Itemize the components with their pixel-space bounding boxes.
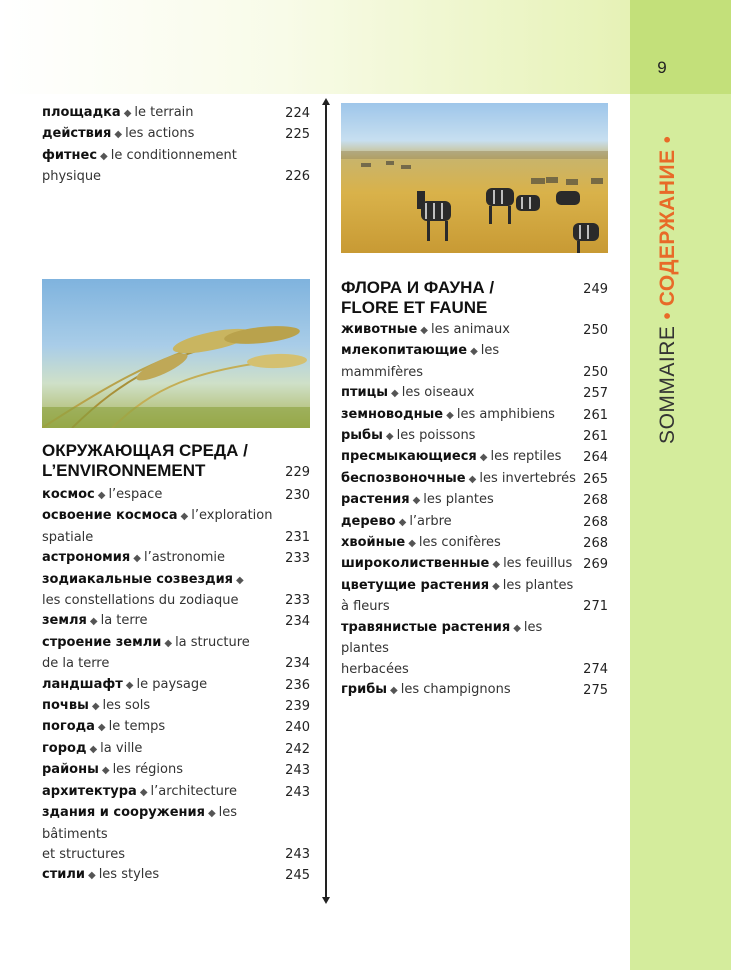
toc-entry-french: les oiseaux	[401, 385, 475, 401]
environment-heading-line1: ОКРУЖАЮЩАЯ СРЕДА /	[42, 441, 248, 460]
toc-entry-french: l’espace	[108, 487, 163, 502]
side-title-separator: •	[656, 312, 679, 320]
toc-entry-text	[42, 654, 282, 674]
diamond-bullet-icon: ◆	[479, 452, 488, 464]
diamond-bullet-icon: ◆	[492, 559, 501, 571]
toc-entry-russian: цветущие растения	[341, 577, 490, 593]
toc-entry-french: physique	[42, 169, 102, 185]
toc-entry[interactable]	[42, 739, 310, 760]
toc-entry-text	[42, 696, 282, 717]
toc-entry-russian: город	[42, 740, 87, 756]
toc-entry-french: les actions	[125, 126, 195, 142]
environment-entries	[42, 485, 310, 887]
toc-entry-page: 274	[583, 661, 608, 677]
toc-entry-french: les animaux	[431, 322, 510, 337]
toc-entry-page: 275	[583, 682, 608, 698]
toc-entry-page: 224	[285, 106, 310, 121]
diamond-bullet-icon: ◆	[398, 516, 407, 528]
toc-entry-russian: здания и сооружения	[42, 805, 205, 821]
diamond-bullet-icon: ◆	[101, 765, 110, 777]
toc-entry-russian: млекопитающие	[341, 343, 468, 359]
toc-entry-page: 236	[285, 677, 310, 693]
toc-entry-french: le paysage	[136, 676, 208, 692]
toc-entry-french: la ville	[100, 740, 143, 756]
flora-fauna-heading[interactable]	[341, 278, 608, 318]
toc-entry[interactable]	[341, 405, 608, 426]
toc-entry[interactable]	[341, 512, 608, 533]
toc-entry-text	[42, 124, 282, 145]
toc-entry-french: de la terre	[42, 656, 110, 672]
diamond-bullet-icon: ◆	[470, 346, 478, 358]
toc-entry-page: 268	[583, 493, 608, 509]
diamond-bullet-icon: ◆	[87, 870, 96, 882]
environment-section	[42, 441, 310, 887]
toc-entry-russian: грибы	[341, 681, 388, 697]
toc-entry-text	[42, 591, 282, 611]
top-entries-list	[42, 103, 310, 188]
toc-entry-french: le conditionnement	[110, 147, 237, 163]
diamond-bullet-icon: ◆	[89, 616, 98, 628]
diamond-bullet-icon: ◆	[164, 637, 173, 649]
wheat-photo	[42, 279, 310, 428]
toc-entry-russian: космос	[42, 487, 95, 502]
toc-entry[interactable]	[341, 597, 608, 617]
toc-entry-text	[341, 490, 580, 511]
toc-entry-text	[42, 865, 282, 886]
toc-entry[interactable]	[341, 554, 608, 575]
environment-heading[interactable]	[42, 441, 310, 483]
toc-entry-french: les plantes	[423, 492, 494, 508]
toc-entry[interactable]	[42, 570, 310, 591]
toc-entry[interactable]	[42, 654, 310, 674]
toc-entry-french: les poissons	[396, 428, 476, 444]
diamond-bullet-icon: ◆	[180, 511, 189, 523]
toc-entry-french: la terre	[100, 613, 148, 629]
toc-entry-french: les champignons	[400, 681, 511, 697]
diamond-bullet-icon: ◆	[468, 473, 477, 485]
toc-entry-text	[42, 675, 282, 696]
diamond-bullet-icon: ◆	[513, 622, 521, 634]
toc-entry-russian: ландшафт	[42, 676, 123, 692]
diamond-bullet-icon: ◆	[408, 538, 416, 550]
toc-entry-russian: действия	[42, 126, 112, 142]
toc-entry-page: 233	[285, 551, 310, 567]
toc-entry-page: 269	[583, 557, 608, 573]
toc-entry-text	[341, 426, 580, 447]
diamond-bullet-icon: ◆	[446, 409, 454, 421]
toc-entry-text	[42, 146, 282, 167]
toc-entry-russian: площадка	[42, 105, 121, 120]
toc-entry-text	[341, 469, 580, 490]
toc-entry-russian: стили	[42, 867, 85, 883]
toc-entry-text	[42, 611, 282, 632]
toc-entry[interactable]	[42, 528, 310, 548]
toc-entry-russian: беспозвоночные	[341, 470, 466, 486]
toc-entry[interactable]	[42, 760, 310, 781]
toc-entry[interactable]	[42, 865, 310, 886]
toc-entry[interactable]	[341, 618, 608, 660]
top-band	[0, 0, 630, 94]
toc-entry-text	[341, 576, 580, 597]
toc-entry-russian: фитнес	[42, 147, 98, 163]
toc-entry-russian: почвы	[42, 698, 89, 714]
toc-entry-french: les plantes	[502, 577, 574, 593]
diamond-bullet-icon: ◆	[492, 580, 500, 592]
toc-entry-page: 261	[583, 407, 608, 423]
flora-fauna-section	[341, 278, 608, 701]
diamond-bullet-icon: ◆	[207, 808, 216, 820]
toc-entry[interactable]	[341, 533, 608, 554]
diamond-bullet-icon: ◆	[125, 679, 134, 691]
toc-entry[interactable]	[42, 845, 310, 865]
toc-entry[interactable]	[341, 680, 608, 701]
toc-entry-french: les feuillus	[503, 556, 573, 572]
toc-entry-french: les régions	[112, 762, 183, 778]
toc-entry-page: 234	[285, 656, 310, 672]
toc-entry-french: les styles	[98, 867, 160, 883]
diamond-bullet-icon: ◆	[91, 701, 100, 713]
toc-entry-text	[341, 680, 580, 701]
toc-entry-page: 230	[285, 488, 310, 503]
toc-entry-text	[341, 660, 580, 680]
toc-entry-french: l’exploration	[191, 508, 273, 524]
toc-entry-page: 268	[583, 536, 608, 552]
diamond-bullet-icon: ◆	[412, 495, 421, 507]
toc-entry-french: l’architecture	[150, 783, 237, 799]
toc-entry-page: 250	[583, 364, 608, 380]
flora-fauna-heading-line2: FLORE ET FAUNE	[341, 298, 488, 317]
toc-entry-russian: рыбы	[341, 428, 383, 444]
toc-entry-text	[341, 554, 580, 575]
toc-entry-page: 243	[285, 763, 310, 779]
toc-entry-page: 257	[583, 386, 608, 402]
diamond-bullet-icon: ◆	[97, 490, 106, 501]
toc-entry[interactable]	[42, 591, 310, 611]
toc-entry[interactable]	[42, 675, 310, 696]
toc-entry-text	[42, 803, 282, 845]
toc-entry-text	[42, 760, 282, 781]
toc-entry-page: 250	[583, 323, 608, 338]
diamond-bullet-icon: ◆	[385, 431, 394, 443]
toc-entry-text	[42, 717, 282, 738]
toc-entry-russian: растения	[341, 492, 410, 508]
toc-entry-french: à fleurs	[341, 599, 390, 615]
toc-entry[interactable]	[341, 469, 608, 490]
column-divider	[325, 103, 327, 899]
toc-entry-russian: земноводные	[341, 406, 444, 422]
savanna-photo	[341, 103, 608, 253]
toc-entry-text	[341, 618, 580, 660]
toc-entry[interactable]	[42, 506, 310, 527]
page-number-box	[630, 0, 731, 94]
wheat-illustration	[42, 279, 310, 428]
diamond-bullet-icon: ◆	[139, 786, 148, 798]
flora-fauna-heading-page: 249	[583, 282, 608, 297]
toc-entry[interactable]	[42, 548, 310, 569]
diamond-bullet-icon: ◆	[97, 722, 106, 734]
toc-entry-text	[341, 383, 580, 404]
toc-entry[interactable]	[42, 124, 310, 145]
toc-entry-french: les sols	[102, 698, 151, 714]
toc-entry-page: 231	[285, 529, 310, 545]
toc-entry[interactable]	[341, 660, 608, 680]
toc-entry-page: 245	[285, 868, 310, 884]
toc-entry[interactable]	[42, 611, 310, 632]
toc-entry-page: 239	[285, 699, 310, 715]
toc-entry-page: 226	[285, 169, 310, 185]
toc-entry-russian: хвойные	[341, 535, 406, 551]
diamond-bullet-icon: ◆	[123, 108, 132, 119]
toc-entry-french: les constellations du zodiaque	[42, 593, 239, 609]
toc-entry[interactable]	[42, 717, 310, 738]
diamond-bullet-icon: ◆	[420, 325, 428, 336]
toc-entry-french: et structures	[42, 846, 125, 862]
diamond-bullet-icon: ◆	[89, 743, 98, 755]
toc-entry-russian: освоение космоса	[42, 508, 178, 524]
toc-entry-page: 271	[583, 599, 608, 615]
toc-entry-french: le temps	[108, 719, 166, 735]
toc-entry-text	[341, 320, 580, 341]
toc-entry-page: 261	[583, 429, 608, 445]
toc-entry-text	[42, 633, 282, 654]
toc-entry-russian: строение земли	[42, 634, 162, 650]
diamond-bullet-icon: ◆	[390, 684, 398, 696]
toc-entry[interactable]	[42, 103, 310, 124]
toc-entry-french: spatiale	[42, 529, 94, 545]
toc-entry-text	[42, 570, 282, 591]
flora-fauna-heading-line1: ФЛОРА И ФАУНА /	[341, 278, 495, 297]
toc-entry[interactable]	[42, 146, 310, 167]
side-title-separator-end: •	[656, 136, 679, 144]
toc-entry-russian: животные	[341, 322, 418, 337]
toc-entry-page: 243	[285, 784, 310, 800]
toc-entry-french: l’arbre	[409, 513, 452, 529]
toc-entry-text	[42, 485, 282, 506]
toc-entry-page: 243	[285, 846, 310, 862]
toc-entry-text	[42, 782, 282, 803]
toc-entry-french: les bâtiments	[42, 805, 238, 842]
toc-entry-french: les plantes	[341, 619, 543, 657]
toc-entry[interactable]	[341, 383, 608, 404]
toc-entry-text	[42, 739, 282, 760]
toc-entry[interactable]	[341, 426, 608, 447]
toc-entry-russian: районы	[42, 762, 99, 778]
diamond-bullet-icon: ◆	[100, 150, 108, 162]
toc-entry[interactable]	[42, 696, 310, 717]
toc-entry-page: 242	[285, 741, 310, 757]
toc-entry-page: 265	[583, 471, 608, 487]
toc-entry-text	[42, 845, 282, 865]
diamond-bullet-icon: ◆	[133, 553, 141, 565]
environment-heading-line2: L’ENVIRONNEMENT	[42, 461, 206, 480]
toc-entry[interactable]	[341, 576, 608, 597]
toc-entry-russian: дерево	[341, 513, 396, 529]
diamond-bullet-icon: ◆	[391, 388, 399, 400]
toc-entry-text	[42, 528, 282, 548]
toc-entry-text	[42, 506, 282, 527]
toc-entry[interactable]	[341, 447, 608, 468]
toc-entry-russian: травянистые растения	[341, 619, 511, 635]
flora-fauna-entries	[341, 320, 608, 701]
toc-entry-russian: зодиакальные созвездия	[42, 571, 234, 587]
toc-entry-french: les reptiles	[490, 449, 562, 465]
toc-entry-french: les amphibiens	[456, 406, 555, 422]
diamond-bullet-icon: ◆	[114, 129, 123, 141]
toc-entry-text	[341, 405, 580, 426]
diamond-bullet-icon: ◆	[236, 574, 244, 586]
toc-entry-text	[341, 533, 580, 554]
toc-entry-russian: пресмыкающиеся	[341, 449, 477, 465]
zebras-illustration	[341, 103, 608, 253]
toc-entry-page: 264	[583, 450, 608, 466]
toc-entry-text	[42, 103, 282, 124]
toc-entry-russian: погода	[42, 719, 95, 735]
toc-entry-text	[341, 512, 580, 533]
toc-entry-russian: птицы	[341, 385, 389, 401]
page-number: 9	[657, 58, 667, 77]
toc-entry-page: 225	[285, 127, 310, 143]
side-title-fr: SOMMAIRE	[656, 325, 679, 444]
toc-entry-french: herbacées	[341, 661, 409, 677]
toc-entry-text	[42, 548, 282, 569]
toc-entry-text	[341, 447, 580, 468]
toc-entry-text	[42, 167, 282, 187]
toc-entry-russian: земля	[42, 613, 87, 629]
toc-entry-page: 234	[285, 614, 310, 630]
toc-entry[interactable]	[42, 167, 310, 187]
side-title	[656, 130, 680, 444]
toc-entry-french: l’astronomie	[143, 550, 226, 566]
toc-entry[interactable]	[42, 633, 310, 654]
side-strip	[630, 0, 731, 970]
toc-entry-text	[341, 597, 580, 617]
toc-entry-russian: астрономия	[42, 550, 131, 566]
toc-entry-page: 240	[285, 720, 310, 736]
toc-entry-french: la structure	[175, 634, 250, 650]
toc-entry-russian: архитектура	[42, 783, 137, 799]
toc-entry-page: 268	[583, 514, 608, 530]
toc-entry-text	[341, 341, 580, 383]
toc-entry[interactable]	[42, 803, 310, 845]
side-title-ru: СОДЕРЖАНИЕ	[656, 149, 679, 307]
toc-entry-french: les conifères	[418, 535, 501, 551]
toc-entry[interactable]	[42, 485, 310, 506]
toc-entry-russian: широколиственные	[341, 556, 490, 572]
toc-entry[interactable]	[341, 490, 608, 511]
toc-entry[interactable]	[341, 320, 608, 341]
toc-entry-french: les invertebrés	[479, 470, 576, 486]
toc-entry-page: 233	[285, 593, 310, 609]
toc-entry-french: le terrain	[134, 105, 194, 120]
toc-entry-french: les mammifères	[341, 343, 500, 380]
toc-entry[interactable]	[341, 341, 608, 383]
environment-heading-page: 229	[285, 465, 310, 480]
toc-entry[interactable]	[42, 782, 310, 803]
